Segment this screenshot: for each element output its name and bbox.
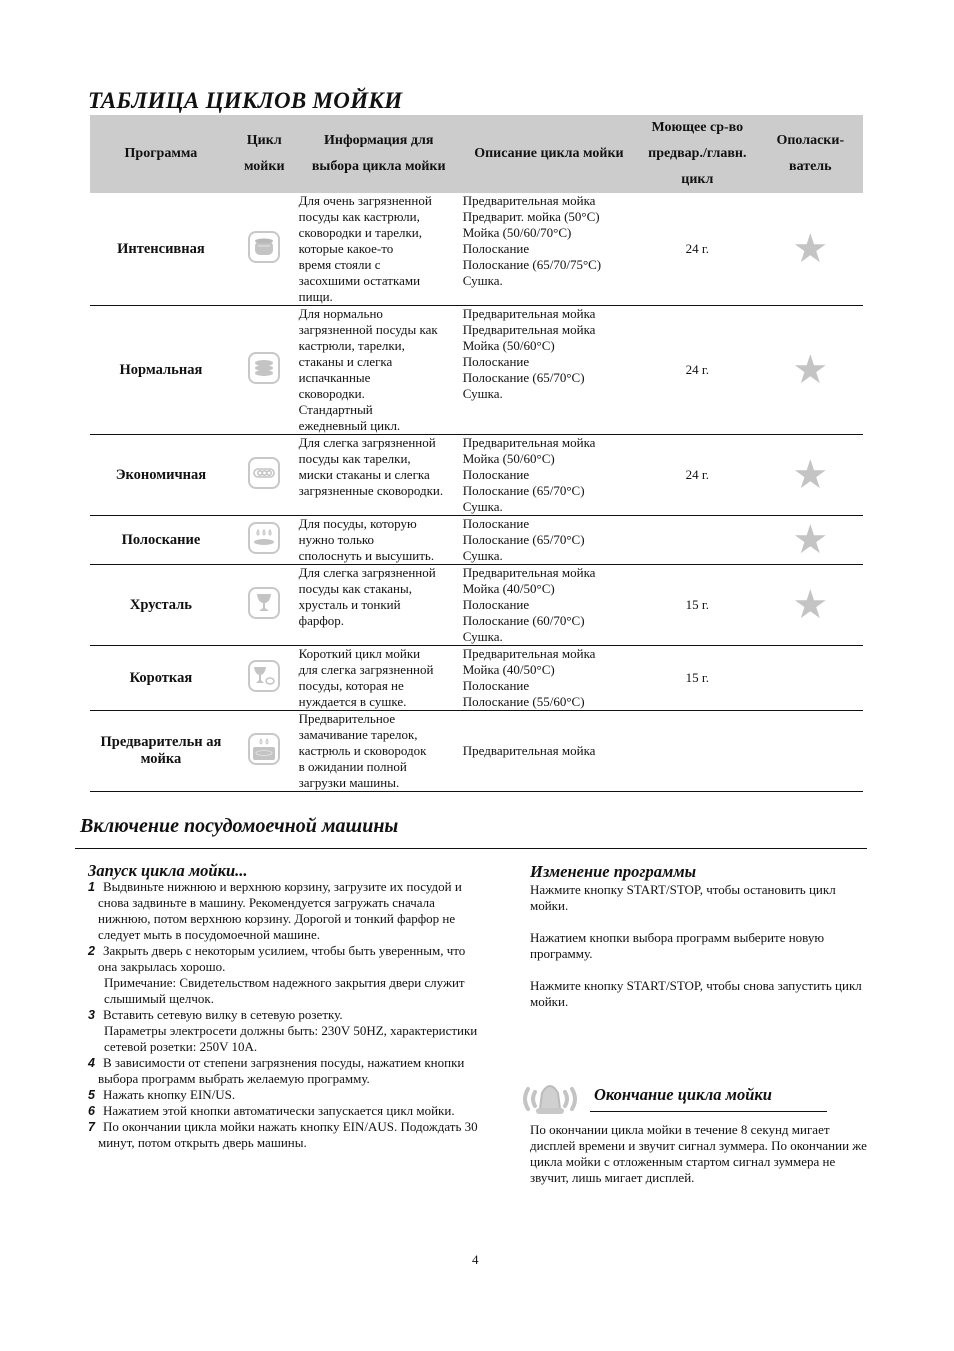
info-line: кастрюль и сковородок [298, 743, 427, 758]
description-line: Полоскание (65/70°C) [462, 532, 585, 547]
step-number: 3 [88, 1008, 95, 1022]
description-line: Мойка (40/50°C) [462, 662, 555, 677]
cycle-info [297, 306, 461, 435]
cycle-icon-cell [232, 435, 297, 516]
header-detergent: Моющее ср-во предвар./главн. цикл [637, 115, 758, 193]
info-line: загрязненные сковородки. [298, 483, 444, 498]
detergent-amount: 15 г. [637, 565, 758, 646]
info-line: миски стаканы и слегка [298, 467, 430, 482]
step-text: Закрыть дверь с некоторым усилием, чтобы быть уверенным, что она закрылась хорошо. [98, 943, 466, 974]
cycle-info [297, 193, 461, 306]
step-item [88, 1103, 478, 1119]
intensive-pot-icon [248, 231, 280, 263]
wash-cycles-table [90, 115, 863, 792]
step-number: 7 [88, 1120, 95, 1134]
change-program-title: Изменение программы [530, 862, 697, 881]
info-line: нужно только [298, 532, 375, 547]
program-name: Интенсивная [90, 193, 232, 306]
info-line: испачканные [298, 370, 371, 385]
info-line: посуды как кастрюли, [298, 209, 420, 224]
description-line: Полоскание (65/70/75°C) [462, 257, 602, 272]
info-line: загрязненной посуды как [298, 322, 438, 337]
description-line: Сушка. [462, 499, 503, 514]
star-icon: ★ [792, 347, 829, 392]
description-line: Мойка (50/60°C) [462, 451, 555, 466]
info-line: нуждается в сушке. [298, 694, 407, 709]
step-number: 5 [88, 1088, 95, 1102]
description-line: Предварительная мойка [462, 743, 596, 758]
description-line: Предварительная мойка [462, 435, 596, 450]
description-line: Предварительная мойка [462, 646, 596, 661]
description-line: Полоскание (55/60°C) [462, 694, 585, 709]
step-item [88, 1055, 478, 1087]
description-line: Предварительная мойка [462, 306, 596, 321]
cycle-icon-cell [232, 306, 297, 435]
rinse-aid-cell [758, 565, 863, 646]
header-program: Программа [90, 115, 232, 193]
header-cycle: Цикл мойки [232, 115, 297, 193]
description-line: Полоскание (65/70°C) [462, 483, 585, 498]
info-line: пищи. [298, 289, 333, 304]
info-line: посуды как тарелки, [298, 451, 411, 466]
description-line: Сушка. [462, 386, 503, 401]
rinse-aid-cell [758, 516, 863, 565]
detergent-amount [637, 711, 758, 792]
change-program-column [530, 862, 870, 1026]
info-line: стаканы и слегка [298, 354, 393, 369]
program-name: Короткая [90, 646, 232, 711]
cycle-info [297, 516, 461, 565]
cycle-description [461, 435, 637, 516]
info-line: Предварительное [298, 711, 396, 726]
cycle-icon-cell [232, 516, 297, 565]
step-number: 1 [88, 880, 95, 894]
cycle-description [461, 711, 637, 792]
step-number: 4 [88, 1056, 95, 1070]
description-line: Сушка. [462, 548, 503, 563]
bell-ringing-icon [518, 1075, 582, 1121]
detergent-amount: 24 г. [637, 435, 758, 516]
eco-icon [248, 457, 280, 489]
page-title: ТАБЛИЦА ЦИКЛОВ МОЙКИ [88, 88, 403, 113]
cycle-description [461, 646, 637, 711]
rinse-aid-cell [758, 646, 863, 711]
program-name: Экономичная [90, 435, 232, 516]
page-number: 4 [472, 1252, 479, 1267]
change-paragraph: Нажатием кнопки выбора программ выберите новую программу. [530, 930, 825, 961]
cycle-icon-cell [232, 711, 297, 792]
cycle-description [461, 516, 637, 565]
detergent-amount [637, 516, 758, 565]
detergent-amount: 24 г. [637, 306, 758, 435]
end-cycle-text: По окончании цикла мойки в течение 8 секунд мигает дисплей времени и звучит сигнал зуммера. По окончании же цикла мойки с отложенным стартом сигнал зуммера не звучит, лишь мигает дисплей. [530, 1122, 867, 1185]
description-line: Полоскание [462, 597, 530, 612]
table-row [90, 565, 863, 646]
step-item [88, 1119, 478, 1151]
program-name: Полоскание [90, 516, 232, 565]
step-text: Вставить сетевую вилку в сетевую розетку. [102, 1007, 343, 1022]
table-row [90, 306, 863, 435]
description-line: Полоскание [462, 241, 530, 256]
cycle-info [297, 565, 461, 646]
crystal-glass-icon [248, 587, 280, 619]
info-line: посуды, которая не [298, 678, 404, 693]
cycle-icon-cell [232, 565, 297, 646]
cycle-description [461, 193, 637, 306]
info-line: в ожидании полной [298, 759, 407, 774]
step-note: Примечание: Свидетельством надежного закрытия двери служит слышимый щелчок. [104, 975, 465, 1006]
step-number: 2 [88, 944, 95, 958]
info-line: Стандартный [298, 402, 373, 417]
step-text: По окончании цикла мойки нажать кнопку EIN/AUS. Подождать 30 минут, потом открыть дверь машины. [98, 1119, 478, 1150]
info-line: время стояли с [298, 257, 381, 272]
description-line: Предварительная мойка [462, 322, 596, 337]
info-line: для слегка загрязненной [298, 662, 434, 677]
start-cycle-title: Запуск цикла мойки... [88, 861, 248, 880]
info-line: сковородки и тарелки, [298, 225, 422, 240]
info-line: сковородки. [298, 386, 365, 401]
detergent-amount: 24 г. [637, 193, 758, 306]
steps-list [88, 879, 478, 1151]
section-divider [75, 848, 867, 849]
info-line: засохшими остатками [298, 273, 421, 288]
info-line: посуды как стаканы, [298, 581, 412, 596]
info-line: Для посуды, которую [298, 516, 417, 531]
description-line: Полоскание [462, 516, 530, 531]
info-line: замачивание тарелок, [298, 727, 418, 742]
cycle-info [297, 711, 461, 792]
table-row [90, 193, 863, 306]
rinse-aid-cell [758, 306, 863, 435]
step-number: 6 [88, 1104, 95, 1118]
info-line: Для нормально [298, 306, 383, 321]
info-line: Для слегка загрязненной [298, 435, 436, 450]
info-line: Для слегка загрязненной [298, 565, 436, 580]
prewash-soak-icon [248, 733, 280, 765]
table-row [90, 646, 863, 711]
program-name: Хрусталь [90, 565, 232, 646]
rinse-aid-cell [758, 435, 863, 516]
info-line: загрузки машины. [298, 775, 400, 790]
description-line: Полоскание (65/70°C) [462, 370, 585, 385]
cycle-info [297, 646, 461, 711]
step-item [88, 943, 478, 975]
cycle-description [461, 306, 637, 435]
description-line: Предварит. мойка (50°C) [462, 209, 600, 224]
description-line: Полоскание [462, 354, 530, 369]
cycle-info [297, 435, 461, 516]
section-title: Включение посудомоечной машины [80, 815, 399, 837]
description-line: Полоскание [462, 467, 530, 482]
program-name: Предварительн ая мойка [90, 711, 232, 792]
program-name: Нормальная [90, 306, 232, 435]
info-line: ежедневный цикл. [298, 418, 401, 433]
change-paragraph: Нажмите кнопку START/STOP, чтобы остановить цикл мойки. [530, 882, 836, 913]
step-item [88, 1007, 478, 1023]
end-cycle-divider [590, 1111, 827, 1112]
star-icon: ★ [792, 452, 829, 497]
step-note: Параметры электросети должны быть: 230V 50HZ, характеристики сетевой розетки: 250V 10A. [104, 1023, 478, 1054]
cycle-description [461, 565, 637, 646]
table-body [90, 193, 863, 792]
description-line: Предварительная мойка [462, 565, 596, 580]
description-line: Сушка. [462, 629, 503, 644]
description-line: Предварительная мойка [462, 193, 596, 208]
step-text: Нажатием этой кнопки автоматически запускается цикл мойки. [102, 1103, 455, 1118]
description-line: Мойка (50/60°C) [462, 338, 555, 353]
normal-plates-icon [248, 352, 280, 384]
star-icon: ★ [792, 226, 829, 271]
step-text: Выдвиньте нижнюю и верхнюю корзину, загрузите их посудой и снова задвиньте в машину. Рекомендуется загружать сначала нижнюю, потом верхнюю корзину. Дорогой и тонкий фарфор не следует мыть в посудомоечной машине. [98, 879, 462, 942]
rinse-drops-icon [248, 522, 280, 554]
info-line: сполоснуть и высушить. [298, 548, 435, 563]
step-text: Нажать кнопку EIN/US. [102, 1087, 236, 1102]
description-line: Сушка. [462, 273, 503, 288]
header-rinse-aid: Ополаски-ватель [758, 115, 863, 193]
info-line: которые какое-то [298, 241, 394, 256]
quick-glass-cup-icon [248, 660, 280, 692]
description-line: Полоскание (60/70°C) [462, 613, 585, 628]
start-cycle-column [88, 863, 478, 1151]
info-line: фарфор. [298, 613, 345, 628]
description-line: Полоскание [462, 678, 530, 693]
info-line: Короткий цикл мойки [298, 646, 421, 661]
step-item [88, 1087, 478, 1103]
change-paragraph: Нажмите кнопку START/STOP, чтобы снова запустить цикл мойки. [530, 978, 862, 1009]
rinse-aid-cell [758, 711, 863, 792]
table-row [90, 711, 863, 792]
description-line: Мойка (50/60/70°C) [462, 225, 572, 240]
star-icon: ★ [792, 582, 829, 627]
step-item [88, 879, 478, 943]
rinse-aid-cell [758, 193, 863, 306]
info-line: кастрюли, тарелки, [298, 338, 405, 353]
table-row [90, 435, 863, 516]
end-cycle-title: Окончание цикла мойки [594, 1085, 772, 1104]
info-line: хрусталь и тонкий [298, 597, 401, 612]
step-text: В зависимости от степени загрязнения посуды, нажатием кнопки выбора программ выбрать желаемую программу. [98, 1055, 465, 1086]
header-info: Информация для выбора цикла мойки [297, 115, 461, 193]
description-line: Мойка (40/50°C) [462, 581, 555, 596]
end-cycle-block [518, 1075, 868, 1205]
table-header-row [90, 115, 863, 193]
star-icon: ★ [792, 517, 829, 562]
cycle-icon-cell [232, 193, 297, 306]
table-row [90, 516, 863, 565]
info-line: Для очень загрязненной [298, 193, 432, 208]
header-description: Описание цикла мойки [461, 115, 637, 193]
detergent-amount: 15 г. [637, 646, 758, 711]
cycle-icon-cell [232, 646, 297, 711]
